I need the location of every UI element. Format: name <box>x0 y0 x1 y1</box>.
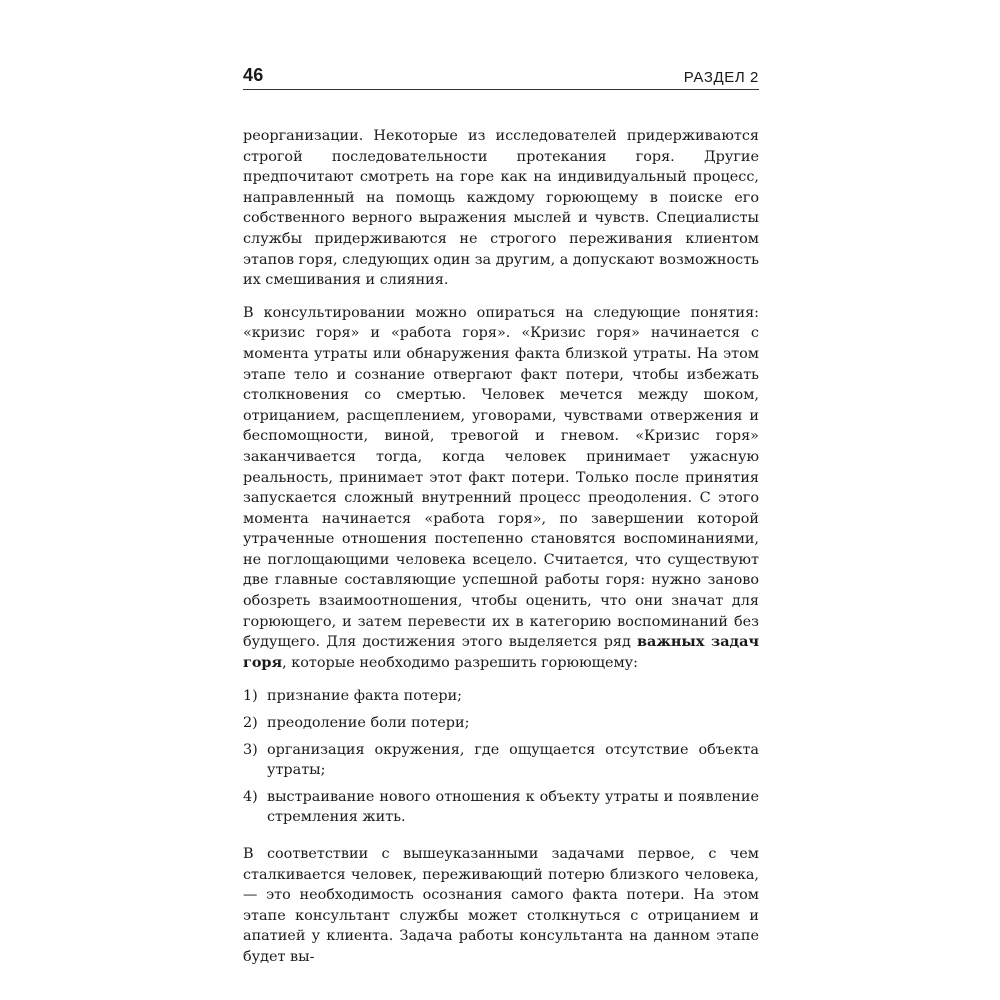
paragraph-2-text: В консультировании можно опираться на следующие понятия: «кризис горя» и «работа горя». «Кризис горя» начинается с момента утраты или обнаружения факта близкой утраты. На этом этапе тело и сознание отвергают факт потери, чтобы избежать столкновения со смертью. Человек мечется между шоком, отрицанием, расщеплением, уговорами, чувствами отвержения и беспомощности, виной, тревогой и гневом. «Кризис горя» заканчивается тогда, когда человек принимает ужасную реальность, принимает этот факт потери. Только после принятия запускается сложный внутренний процесс преодоления. С этого момента начинается «работа горя», по завершении которой утраченные отношения постепенно становятся воспоминаниями, не поглощающими человека всецело. Считается, что существуют две главные составляющие успешной работы горя: нужно заново обозреть взаимоотношения, чтобы оценить, что они значат для горюющего, и затем перевести их в категорию воспоминаний без будущего. Для достижения этого выделяется ряд <box>243 304 759 651</box>
list-item <box>243 787 759 828</box>
bold-term: важных задач горя <box>243 633 759 671</box>
section-label: РАЗДЕЛ 2 <box>683 69 759 86</box>
list-item <box>243 686 759 707</box>
list-item-text: признание факта потери; <box>267 688 463 705</box>
page-number: 46 <box>243 65 264 85</box>
book-page <box>243 60 759 968</box>
list-item-number: 1) <box>243 688 258 705</box>
list-item-number: 4) <box>243 788 258 805</box>
list-item-text: выстраивание нового отношения к объекту утраты и появление стремления жить. <box>267 788 759 826</box>
list-item-text: преодоление боли потери; <box>267 715 470 732</box>
paragraph-1: реорганизации. Некоторые из исследователей придерживаются строгой последовательности протекания горя. Другие предпочитают смотреть на горе как на индивидуальный процесс, направленный на помощь каждому горюющему в поиске его собственного верного выражения мыслей и чувств. Специалисты службы придерживаются не строгого переживания клиентом этапов горя, следующих один за другим, а допускают возможность их смешивания и слияния. <box>243 128 759 289</box>
list-item-text: организация окружения, где ощущается отсутствие объекта утраты; <box>267 741 759 779</box>
running-head <box>243 60 759 90</box>
list-item <box>243 740 759 781</box>
paragraph-2-ending: , которые необходимо разрешить горюющему: <box>282 654 638 671</box>
list-item <box>243 713 759 734</box>
paragraph-3: В соответствии с вышеуказанными задачами первое, с чем сталкивается человек, переживающий потерю близкого человека, — это необходимость осознания самого факта потери. На этом этапе консультант службы может столкнуться с отрицанием и апатией у клиента. Задача работы консультанта на данном этапе будет вы- <box>243 846 759 965</box>
paragraph-2 <box>243 303 759 674</box>
list-item-number: 2) <box>243 715 258 732</box>
list-item-number: 3) <box>243 741 258 758</box>
task-list <box>243 686 759 828</box>
body-text <box>243 126 759 968</box>
